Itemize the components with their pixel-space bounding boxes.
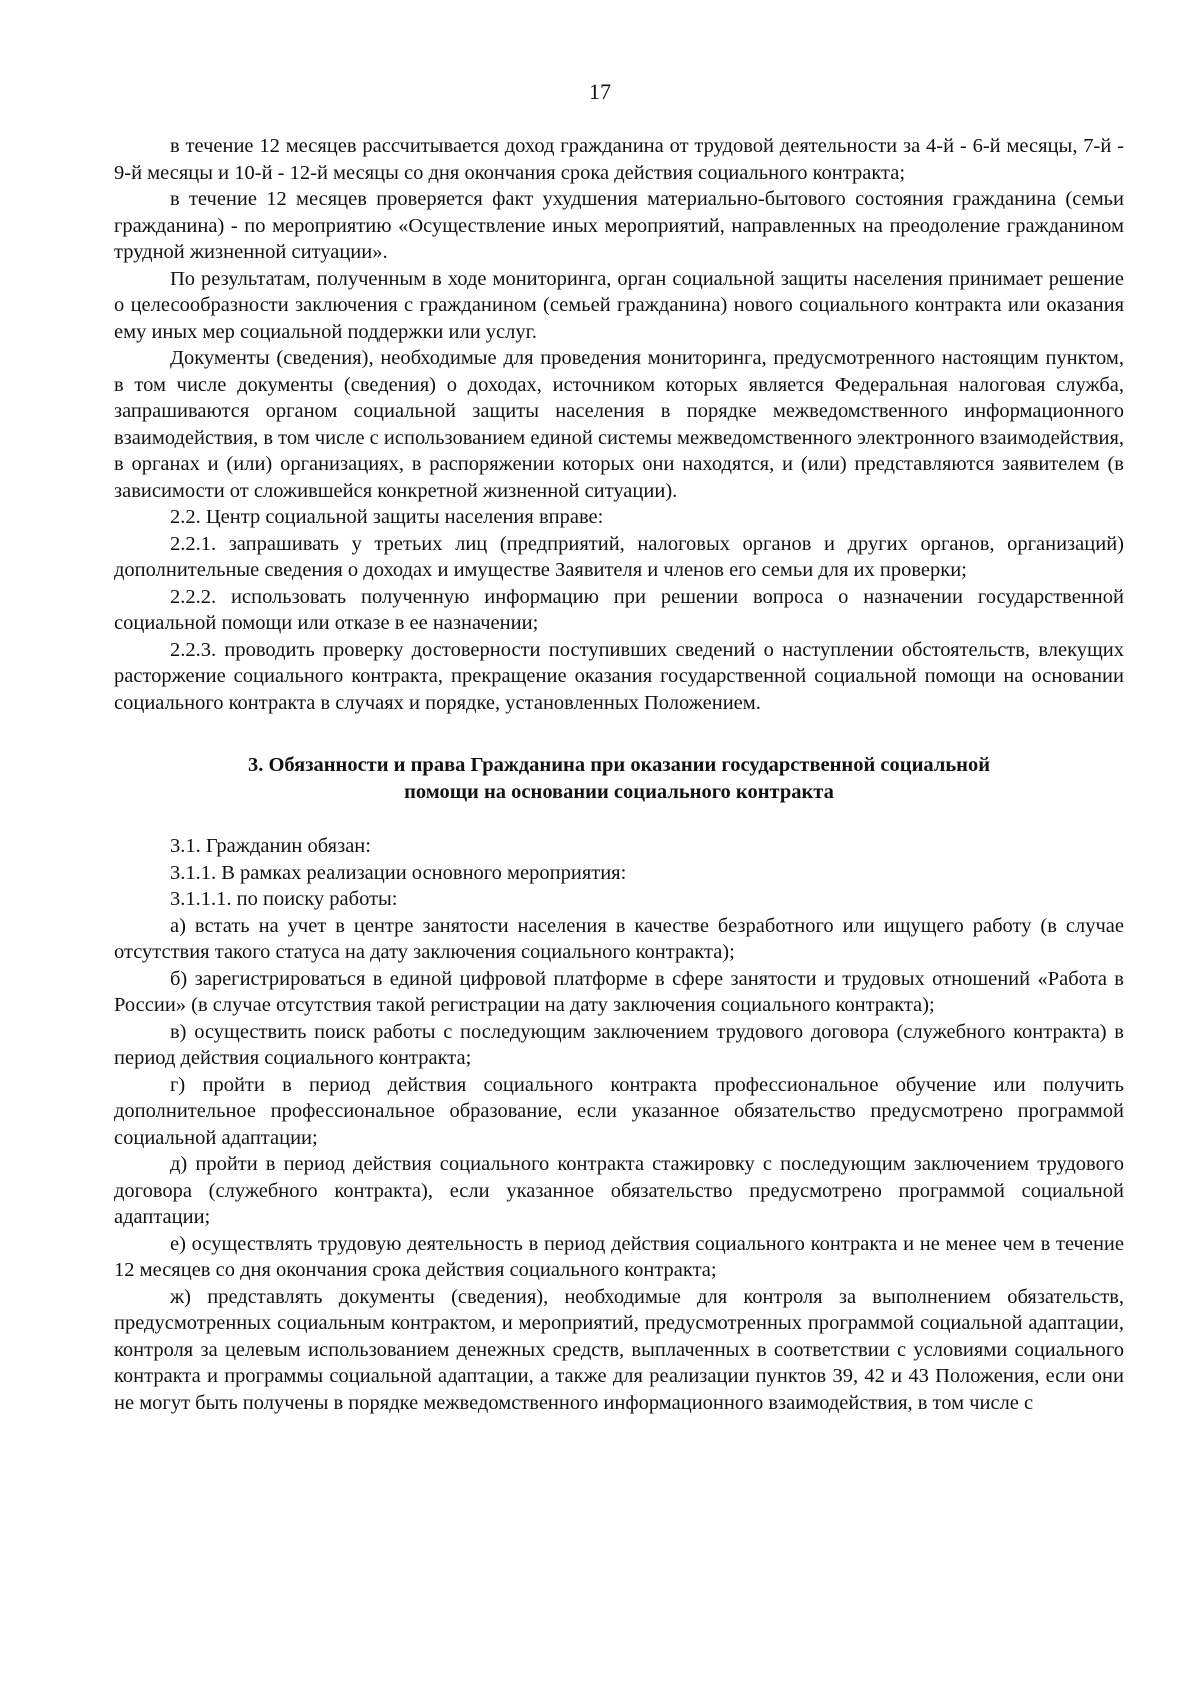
paragraph: 2.2. Центр социальной защиты населения вправе:: [170, 506, 604, 528]
paragraph: 2.2.3. проводить проверку достоверности поступивших сведений о наступлении обстоятельств, влекущих расторжение социального контракта, прекращение оказания государственной социальной помощи на основании социального контракта в случаях и порядке, установленных Положением.: [114, 638, 1124, 714]
section-heading-line: 3. Обязанности и права Гражданина при оказании государственной социальной: [247, 754, 991, 776]
paragraph: ж) представлять документы (сведения), необходимые для контроля за выполнением обязательств, предусмотренных социальным контрактом, и мероприятий, предусмотренных программой социальной адаптации, контроля за целевым использованием денежных средств, выплаченных в соответствии с условиями социального контракта и программы социальной адаптации, а также для реализации пунктов 39, 42 и 43 Положения, если они не могут быть получены в порядке межведомственного информационного взаимодействия, в том числе с: [114, 1285, 1124, 1414]
document-body: [114, 133, 1124, 1416]
paragraph: Документы (сведения), необходимые для проведения мониторинга, предусмотренного настоящим пунктом, в том числе документы (сведения) о доходах, источником которых является Федеральная налоговая служба, запрашиваются органом социальной защиты населения в порядке межведомственного информационного взаимодействия, в том числе с использованием единой системы межведомственного электронного взаимодействия, в органах и (или) организациях, в распоряжении которых они находятся, и (или) представляются заявителем (в зависимости от сложившейся конкретной жизненной ситуации).: [114, 347, 1124, 502]
paragraph: а) встать на учет в центре занятости населения в качестве безработного или ищущего работу (в случае отсутствия такого статуса на дату заключения социального контракта);: [114, 914, 1124, 963]
paragraph: е) осуществлять трудовую деятельность в период действия социального контракта и не менее чем в течение 12 месяцев со дня окончания срока действия социального контракта;: [114, 1232, 1124, 1281]
section-heading: [114, 752, 1124, 805]
paragraph: 3.1.1.1. по поиску работы:: [170, 888, 398, 910]
paragraph: 2.2.1. запрашивать у третьих лиц (предприятий, налоговых органов и других органов, организаций) дополнительные сведения о доходах и имуществе Заявителя и членов его семьи для их проверки;: [114, 532, 1124, 581]
paragraph: г) пройти в период действия социального контракта профессиональное обучение или получить дополнительное профессиональное образование, если указанное обязательство предусмотрено программой социальной адаптации;: [114, 1073, 1124, 1149]
paragraph: 2.2.2. использовать полученную информацию при решении вопроса о назначении государственной социальной помощи или отказе в ее назначении;: [114, 585, 1124, 634]
paragraph: 3.1.1. В рамках реализации основного мероприятия:: [170, 861, 627, 884]
paragraph: б) зарегистрироваться в единой цифровой платформе в сфере занятости и трудовых отношений «Работа в России» (в случае отсутствия такой регистрации на дату заключения социального контракта);: [114, 967, 1124, 1016]
section-heading-line: помощи на основании социального контракта: [404, 780, 834, 803]
paragraph: д) пройти в период действия социального контракта стажировку с последующим заключением трудового договора (служебного контракта), если указанное обязательство предусмотрено программой социальной адаптации;: [114, 1153, 1124, 1228]
paragraph: в) осуществить поиск работы с последующим заключением трудового договора (служебного контракта) в период действия социального контракта;: [114, 1020, 1124, 1069]
paragraph: в течение 12 месяцев проверяется факт ухудшения материально-бытового состояния гражданина (семьи гражданина) - по мероприятию «Осуществление иных мероприятий, направленных на преодоление гражданином трудной жизненной ситуации».: [114, 188, 1124, 263]
paragraph: в течение 12 месяцев рассчитывается доход гражданина от трудовой деятельности за 4-й - 6-й месяцы, 7-й - 9-й месяцы и 10-й - 12-й месяцы со дня окончания срока действия социального контракта;: [114, 135, 1124, 184]
page-number: 17: [589, 79, 611, 104]
paragraph: По результатам, полученным в ходе мониторинга, орган социальной защиты населения принимает решение о целесообразности заключения с гражданином (семьей гражданина) нового социального контракта или оказания ему иных мер социальной поддержки или услуг.: [114, 267, 1124, 343]
paragraph: 3.1. Гражданин обязан:: [170, 835, 371, 857]
